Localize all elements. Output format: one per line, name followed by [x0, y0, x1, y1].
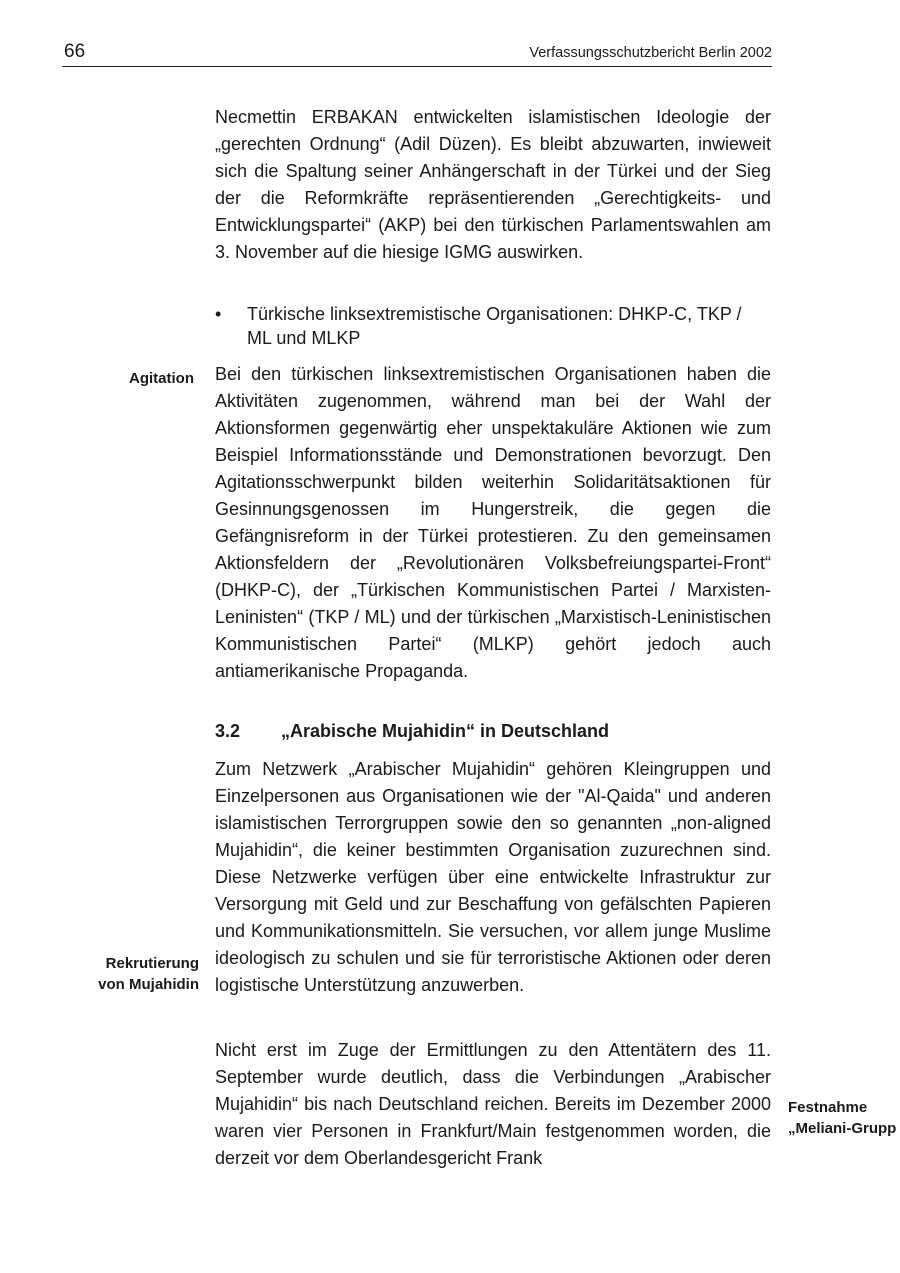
bullet-marker: •	[215, 304, 222, 324]
margin-note-agitation: Agitation	[129, 370, 194, 387]
margin-note-recruitment-line2: von Mujahidin	[98, 976, 199, 993]
section-title: „Arabische Mujahidin“ in Deutschland	[281, 721, 610, 741]
margin-note-recruitment	[60, 953, 199, 995]
page-number: 66	[64, 41, 86, 62]
section-heading	[215, 718, 609, 744]
agitation-paragraph: Bei den türkischen linksextremistischen Organisationen haben die Aktivitäten zugenommen, während man bei der Wahl der Aktionsformen gegenwärtig eher unspektakuläre Aktionen wie zum Beispiel Informationsstände und Demonstrationen bevorzugt. Den Agitationsschwerpunkt bilden weiterhin Solidaritätsaktionen für Gesinnungsgenossen im Hungerstreik, die gegen die Gefängnisreform in der Türkei protestieren. Zu den gemeinsamen Aktionsfeldern der „Revolutionären Volksbefreiungspartei-Front“ (DHKP-C), der „Türkischen Kommunistischen Partei / Marxisten-Leninisten“ (TKP / ML) und der türkischen „Marxistisch-Leninistischen Kommunistischen Partei“ (MLKP) gehört jedoch auch antiamerikanische Propaganda.	[215, 364, 771, 681]
intro-paragraph: Necmettin ERBAKAN entwickelten islamistischen Ideologie der „gerechten Ordnung“ (Adil Düzen). Es bleibt abzuwarten, inwieweit sich die Spaltung seiner Anhängerschaft in der Türkei und der Sieg der die Reformkräfte repräsentierenden „Gerechtigkeits- und Entwicklungspartei“ (AKP) bei den türkischen Parlamentswahlen am 3. November auf die hiesige IGMG auswirken.	[215, 107, 771, 262]
arrest-paragraph: Nicht erst im Zuge der Ermittlungen zu den Attentätern des 11. September wurde deutlich, dass die Verbindungen „Arabischer Mujahidin“ bis nach Deutschland reichen. Bereits im Dezember 2000 waren vier Personen in Frankfurt/Main festgenommen worden, die derzeit vor dem Oberlandesgericht Frank	[215, 1040, 771, 1168]
running-title: Verfassungsschutzbericht Berlin 2002	[529, 45, 772, 61]
margin-note-arrest	[788, 1097, 896, 1139]
mujahidin-paragraph: Zum Netzwerk „Arabischer Mujahidin“ gehören Kleingruppen und Einzelpersonen aus Organisationen wie der "Al-Qaida" und anderen islamistischen Terrorgruppen sowie den so genannten „non-aligned Mujahidin“, die keiner bestimmten Organisation zuzurechnen sind. Diese Netzwerke verfügen über eine entwickelte Infrastruktur zur Versorgung mit Geld und zur Beschaffung von gefälschten Papieren und Kommunikationsmitteln. Sie versuchen, vor allem junge Muslime ideologisch zu schulen und sie für terroristische Aktionen oder deren logistische Unterstützung anzuwerben.	[215, 759, 771, 995]
margin-note-arrest-line1: Festnahme	[788, 1099, 868, 1116]
section-number: 3.2	[215, 721, 241, 741]
page-header	[62, 38, 772, 67]
margin-note-recruitment-line1: Rekrutierung	[105, 955, 199, 972]
bullet-text: Türkische linksextremistische Organisationen: DHKP-C, TKP / ML und MLKP	[247, 304, 742, 348]
margin-note-arrest-line2: „Meliani-Grupp	[788, 1120, 897, 1137]
